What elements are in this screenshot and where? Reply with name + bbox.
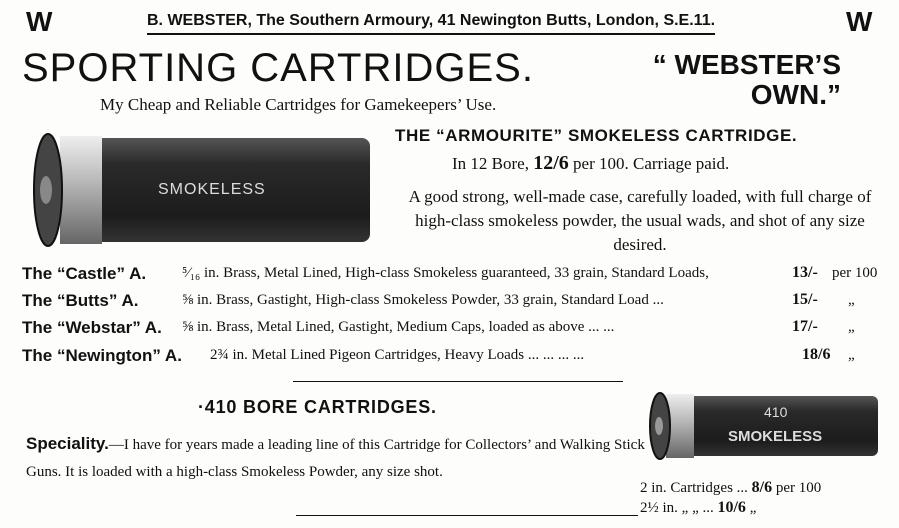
bore410-price: 8/6: [751, 479, 773, 496]
product-price: 13/-: [792, 264, 818, 281]
bore410-unit: „: [749, 500, 757, 516]
brand-slogan: [653, 50, 841, 110]
cartridge-410-illustration: [648, 390, 880, 462]
brand-line-1: “ WEBSTER’S: [652, 49, 841, 80]
subtitle: My Cheap and Reliable Cartridges for Gamekeepers’ Use.: [100, 95, 497, 114]
w-mark-left: W: [26, 6, 53, 37]
product-row: [22, 264, 878, 284]
bore410-size: 2 in. Cartridges ...: [640, 480, 748, 496]
product-row: [22, 291, 855, 311]
divider-bottom: [296, 515, 638, 516]
product-row: [22, 318, 855, 338]
product-unit: „: [848, 292, 855, 308]
product-price: 17/-: [792, 318, 818, 335]
bore410-text: —I have for years made a leading line of this Cartridge for Collectors’ and Walking Stick Guns. It is loaded with a high-class Smokeless Powder, any size shot.: [26, 437, 645, 480]
product-price: 18/6: [802, 346, 831, 363]
bore410-title: ·410 BORE CARTRIDGES.: [198, 397, 437, 417]
bore410-size: 2½ in. „ „ ...: [640, 500, 714, 516]
bore410-unit: per 100: [775, 480, 822, 496]
divider: [293, 381, 623, 382]
header-address: B. WEBSTER, The Southern Armoury, 41 Newington Butts, London, S.E.11.: [147, 12, 715, 35]
armourite-description: A good strong, well-made case, carefully loaded, with full charge of high-class smokeless powder, the usual wads, and shot of any size desired.: [408, 187, 872, 254]
armourite-price-prefix: In 12 Bore,: [452, 154, 529, 173]
product-desc: ⅝ in. Brass, Metal Lined, Gastight, Medium Caps, loaded as above ... ...: [182, 319, 615, 335]
product-name: The “Newington” A.: [22, 346, 182, 365]
product-name: The “Webstar” A.: [22, 318, 162, 337]
product-unit: „: [848, 319, 855, 335]
w-mark-right: W: [846, 6, 873, 37]
cartridge-410-label-2: SMOKELESS: [728, 428, 823, 445]
product-row: [22, 346, 855, 366]
product-unit: per 100: [832, 265, 878, 281]
cartridge-410-primer: [655, 417, 663, 435]
armourite-title: THE “ARMOURITE” SMOKELESS CARTRIDGE.: [395, 126, 798, 145]
armourite-price-suffix: per 100. Carriage paid.: [573, 154, 730, 173]
product-price: 15/-: [792, 291, 818, 308]
brand-line-2: OWN.”: [750, 79, 841, 110]
product-desc: ⁵⁄₁₆ in. Brass, Metal Lined, High-class Smokeless guaranteed, 33 grain, Standard Loads,: [182, 265, 709, 281]
bore410-price-row: [640, 479, 821, 497]
armourite-price: 12/6: [533, 152, 569, 174]
cartridge-label: SMOKELESS: [158, 181, 266, 198]
bore410-price-row: [640, 499, 756, 517]
cartridge-brass-head: [60, 136, 102, 244]
bore410-description: [26, 430, 648, 486]
product-name: The “Castle” A.: [22, 264, 147, 283]
page-title: SPORTING CARTRIDGES.: [22, 46, 534, 90]
product-desc: 2¾ in. Metal Lined Pigeon Cartridges, Heavy Loads ... ... ... ...: [210, 347, 585, 363]
product-name: The “Butts” A.: [22, 291, 139, 310]
product-unit: „: [848, 347, 855, 363]
bore410-price: 10/6: [717, 499, 746, 516]
cartridge-primer: [40, 176, 52, 204]
cartridge-410-label-1: 410: [764, 404, 788, 420]
product-desc: ⅝ in. Brass, Gastight, High-class Smokeless Powder, 33 grain, Standard Load ...: [182, 292, 664, 308]
bore410-lead: Speciality.: [26, 434, 109, 453]
armourite-price-line: [452, 152, 729, 175]
